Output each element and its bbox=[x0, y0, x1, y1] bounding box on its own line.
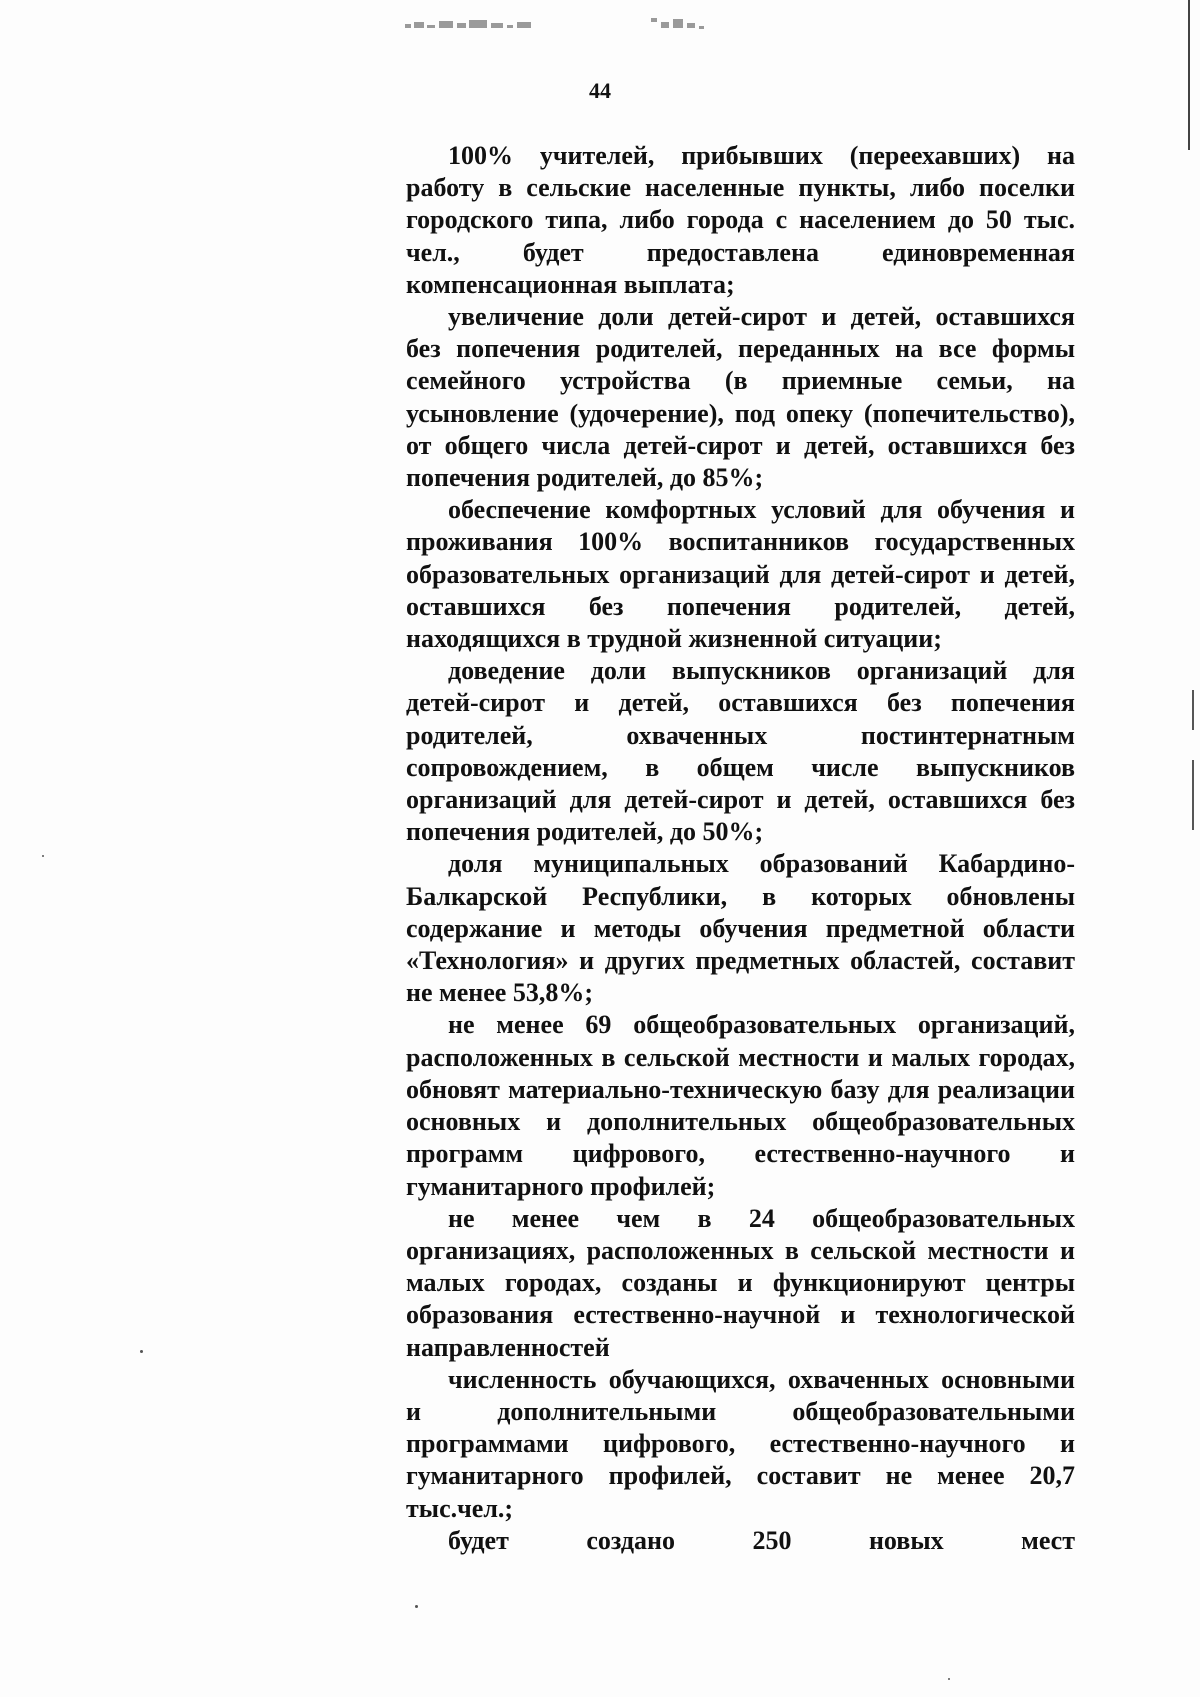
scan-speck bbox=[42, 855, 44, 857]
paragraph: не менее чем в 24 общеобразовательных организациях, расположенных в сельской местности и малых городах, созданы и функционируют центры образования естественно-научной и технологической направленностей bbox=[406, 1203, 1075, 1362]
scan-speck bbox=[1192, 690, 1194, 730]
scan-noise-header bbox=[405, 14, 765, 36]
scan-speck bbox=[1192, 760, 1194, 830]
scan-speck bbox=[948, 1678, 950, 1680]
paragraph: 100% учителей, прибывших (переехавших) на работу в сельские населенные пункты, либо поселки городского типа, либо города с населением до 50 тыс. чел., будет предоставлена единовременная компенсационная выплата; bbox=[406, 141, 1075, 299]
paragraph: увеличение доли детей-сирот и детей, оставшихся без попечения родителей, переданных на все формы семейного устройства (в приемные семьи, на усыновление (удочерение), под опеку (попечительство), от общего числа детей-сирот и детей, оставшихся без попечения родителей, до 85%; bbox=[406, 302, 1075, 493]
paragraph: численность обучающихся, охваченных основными и дополнительными общеобразовательными программами цифрового, естественно-научного и гуманитарного профилей, составит не менее 20,7 тыс.чел.; bbox=[406, 1364, 1075, 1523]
paragraph: не менее 69 общеобразовательных организаций, расположенных в сельской местности и малых городах, обновят материально-техническую базу для реализации основных и дополнительных общеобразовательных программ цифрового, естественно-научного и гуманитарного профилей; bbox=[406, 1010, 1075, 1201]
paragraph: доведение доли выпускников организаций для детей-сирот и детей, оставшихся без попечения родителей, охваченных постинтернатным сопровождением, в общем числе выпускников организаций для детей-сирот и детей, оставшихся без попечения родителей, до 50%; bbox=[406, 656, 1075, 847]
scan-speck bbox=[140, 1350, 143, 1353]
scan-speck bbox=[415, 1605, 418, 1608]
page-number: 44 bbox=[589, 78, 611, 103]
body-text bbox=[406, 140, 1075, 1557]
paragraph: будет создано 250 новых мест bbox=[448, 1525, 1075, 1555]
paragraph: доля муниципальных образований Кабардино-Балкарской Республики, в которых обновлены содержание и методы обучения предметной области «Технология» и других предметных областей, составит не менее 53,8%; bbox=[406, 849, 1075, 1008]
paragraph: обеспечение комфортных условий для обучения и проживания 100% воспитанников государственных образовательных организаций для детей-сирот и детей, оставшихся без попечения родителей, детей, находящихся в трудной жизненной ситуации; bbox=[406, 495, 1075, 654]
scan-edge-line bbox=[1188, 0, 1190, 150]
